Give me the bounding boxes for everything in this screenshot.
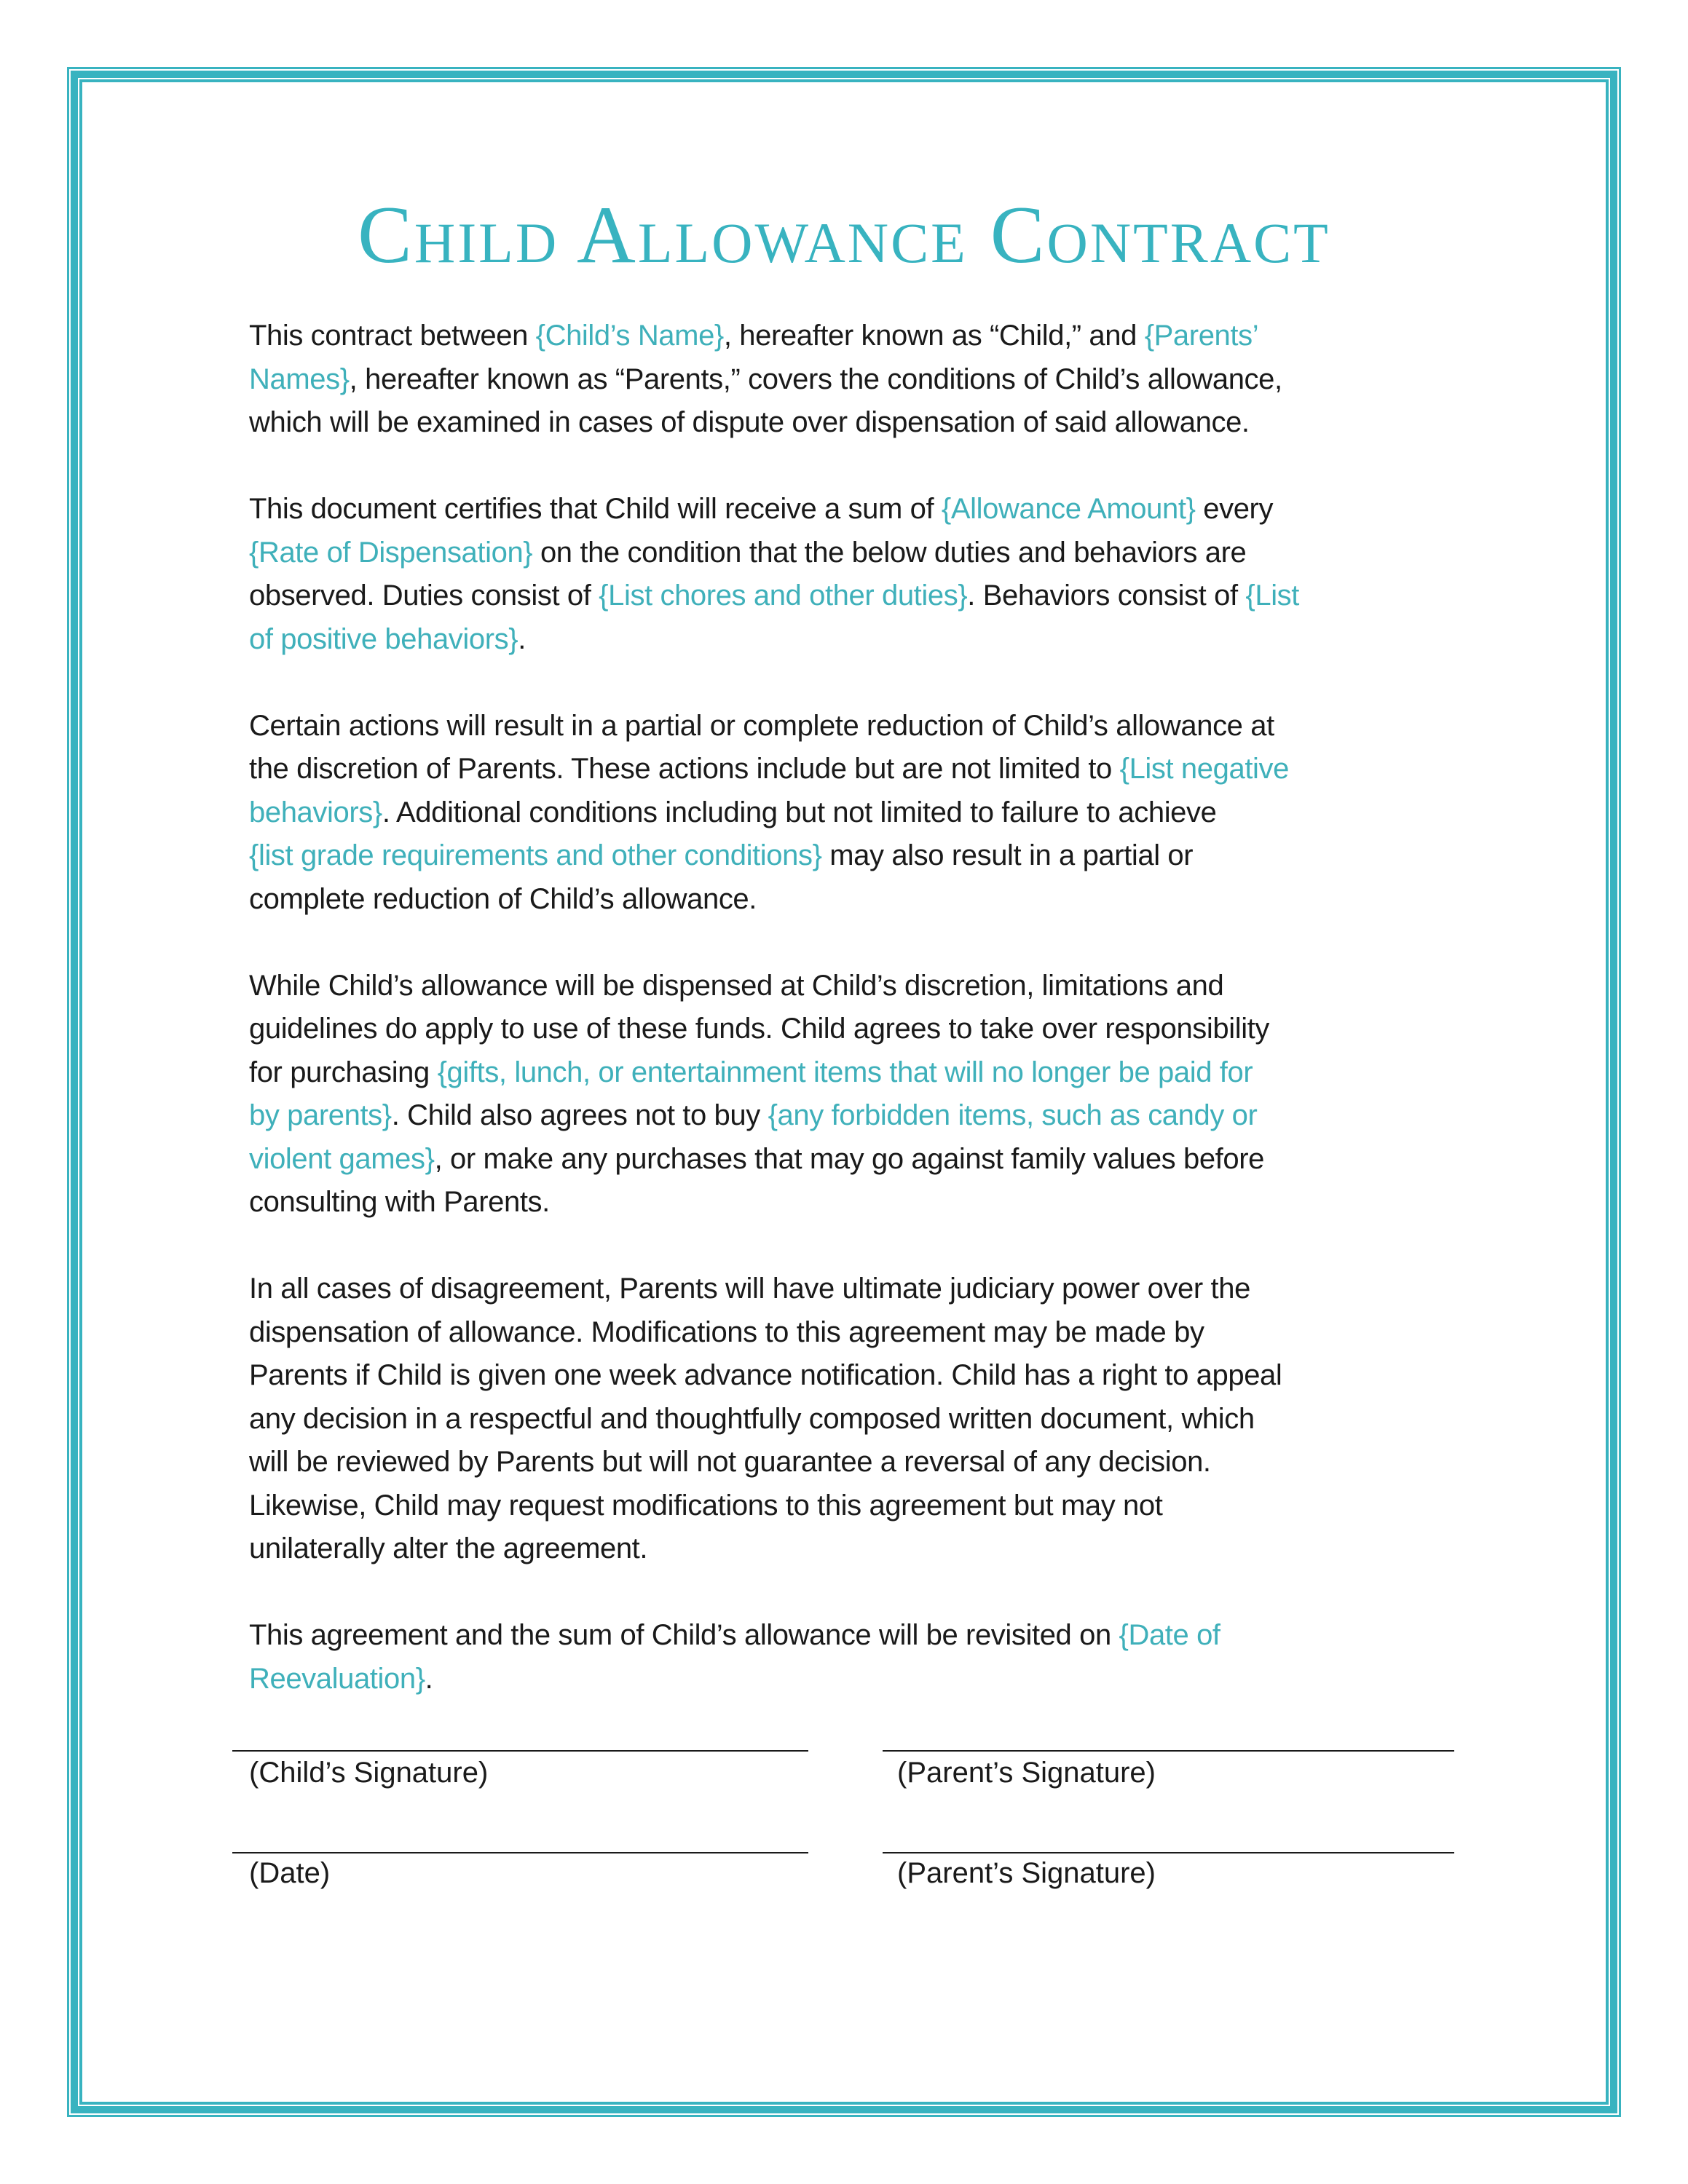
parent-signature-line-1 [883,1750,1454,1752]
placeholder-field: {Child’s Name} [535,320,724,352]
paragraph-4-line [249,1181,1487,1224]
body-text: In all cases of disagreement, Parents will have ultimate judiciary power over the [249,1273,1250,1305]
body-text: on the condition that the below duties and behaviors are [532,536,1247,569]
body-text: Likewise, Child may request modifications to this agreement but may not [249,1489,1163,1522]
body-text: unilaterally alter the agreement. [249,1532,648,1564]
body-text: This contract between [249,320,536,352]
placeholder-field: {List negative [1119,753,1289,785]
placeholder-field: {list grade requirements and other conditions} [249,839,822,871]
child-signature-label: (Child’s Signature) [249,1757,489,1789]
placeholder-field: of positive behaviors} [249,622,518,655]
parent-signature-label-2: (Parent’s Signature) [897,1857,1156,1889]
paragraph-3-line [249,791,1487,835]
paragraph-1-line [249,314,1487,358]
paragraph-4-line [249,1008,1487,1051]
body-text: , hereafter known as “Child,” and [723,320,1145,352]
body-text: dispensation of allowance. Modifications to this agreement may be made by [249,1315,1204,1348]
body-text: This document certifies that Child will receive a sum of [249,493,942,525]
paragraph-5-line [249,1311,1487,1355]
placeholder-field: {List chores and other duties} [599,579,968,612]
body-text: . Additional conditions including but not limited to failure to achieve [382,796,1217,828]
paragraph-2-line [249,531,1487,575]
paragraph-3-line [249,878,1487,922]
body-text: . [518,622,526,655]
paragraph-2-line [249,618,1487,662]
body-text: consulting with Parents. [249,1186,550,1218]
body-text: any decision in a respectful and thoughtfully composed written document, which [249,1402,1255,1435]
paragraph-2-line [249,488,1487,531]
paragraph-2-line [249,574,1487,618]
paragraph-5-line [249,1441,1487,1484]
body-text: observed. Duties consist of [249,579,599,612]
placeholder-field: {List [1245,579,1299,612]
placeholder-field: {Parents’ [1144,320,1259,352]
paragraph-5-line [249,1398,1487,1441]
child-signature-line [232,1750,808,1752]
document-title: Child Allowance Contract [358,190,1330,280]
paragraph-1-line [249,401,1487,445]
placeholder-field: Reevaluation} [249,1662,425,1695]
paragraph-3-line [249,834,1487,878]
body-text: This agreement and the sum of Child’s allowance will be revisited on [249,1619,1119,1651]
placeholder-field: {any forbidden items, such as candy or [768,1099,1258,1131]
paragraph-3-line [249,748,1487,791]
paragraph-4-line [249,1138,1487,1182]
paragraph-gap [249,445,1487,488]
parent-signature-line-2 [883,1852,1454,1853]
body-text: . Behaviors consist of [967,579,1246,612]
body-text: the discretion of Parents. These actions include but are not limited to [249,753,1120,785]
body-text: , or make any purchases that may go against family values before [434,1142,1265,1175]
body-text: may also result in a partial or [821,839,1194,871]
paragraph-gap [249,661,1487,705]
paragraph-4-line [249,1094,1487,1138]
placeholder-field: {Allowance Amount} [941,493,1196,525]
body-text: , hereafter known as “Parents,” covers the conditions of Child’s allowance, [349,363,1282,395]
body-text: Parents if Child is given one week advance notification. Child has a right to appeal [249,1359,1282,1391]
body-text: guidelines do apply to use of these funds. Child agrees to take over responsibility [249,1013,1269,1045]
body-text: complete reduction of Child’s allowance. [249,882,757,915]
paragraph-6-line [249,1614,1487,1658]
body-text: . Child also agrees not to buy [391,1099,768,1131]
paragraph-5-line [249,1484,1487,1528]
placeholder-field: {Date of [1119,1619,1220,1651]
parent-signature-label-1: (Parent’s Signature) [897,1757,1156,1789]
placeholder-field: {gifts, lunch, or entertainment items that will no longer be paid for [437,1056,1253,1088]
paragraph-6-line [249,1658,1487,1701]
body-text: for purchasing [249,1056,438,1088]
contract-body [249,314,1487,1701]
paragraph-1-line [249,358,1487,402]
paragraph-4-line [249,965,1487,1008]
paragraph-5-line [249,1527,1487,1571]
paragraph-gap [249,921,1487,965]
date-line [232,1852,808,1853]
paragraph-5-line [249,1354,1487,1398]
paragraph-3-line [249,705,1487,748]
placeholder-field: by parents} [249,1099,392,1131]
placeholder-field: {Rate of Dispensation} [249,536,533,569]
placeholder-field: behaviors} [249,796,382,828]
paragraph-4-line [249,1051,1487,1095]
date-label: (Date) [249,1857,331,1889]
paragraph-gap [249,1571,1487,1615]
body-text: Certain actions will result in a partial or complete reduction of Child’s allowance at [249,709,1274,742]
paragraph-5-line [249,1267,1487,1311]
body-text: which will be examined in cases of dispute over dispensation of said allowance. [249,406,1250,438]
body-text: While Child’s allowance will be dispensed at Child’s discretion, limitations and [249,969,1224,1002]
placeholder-field: violent games} [249,1142,435,1175]
placeholder-field: Names} [249,363,350,395]
body-text: will be reviewed by Parents but will not guarantee a reversal of any decision. [249,1446,1211,1478]
body-text: . [425,1662,433,1695]
body-text: every [1195,493,1274,525]
paragraph-gap [249,1224,1487,1268]
